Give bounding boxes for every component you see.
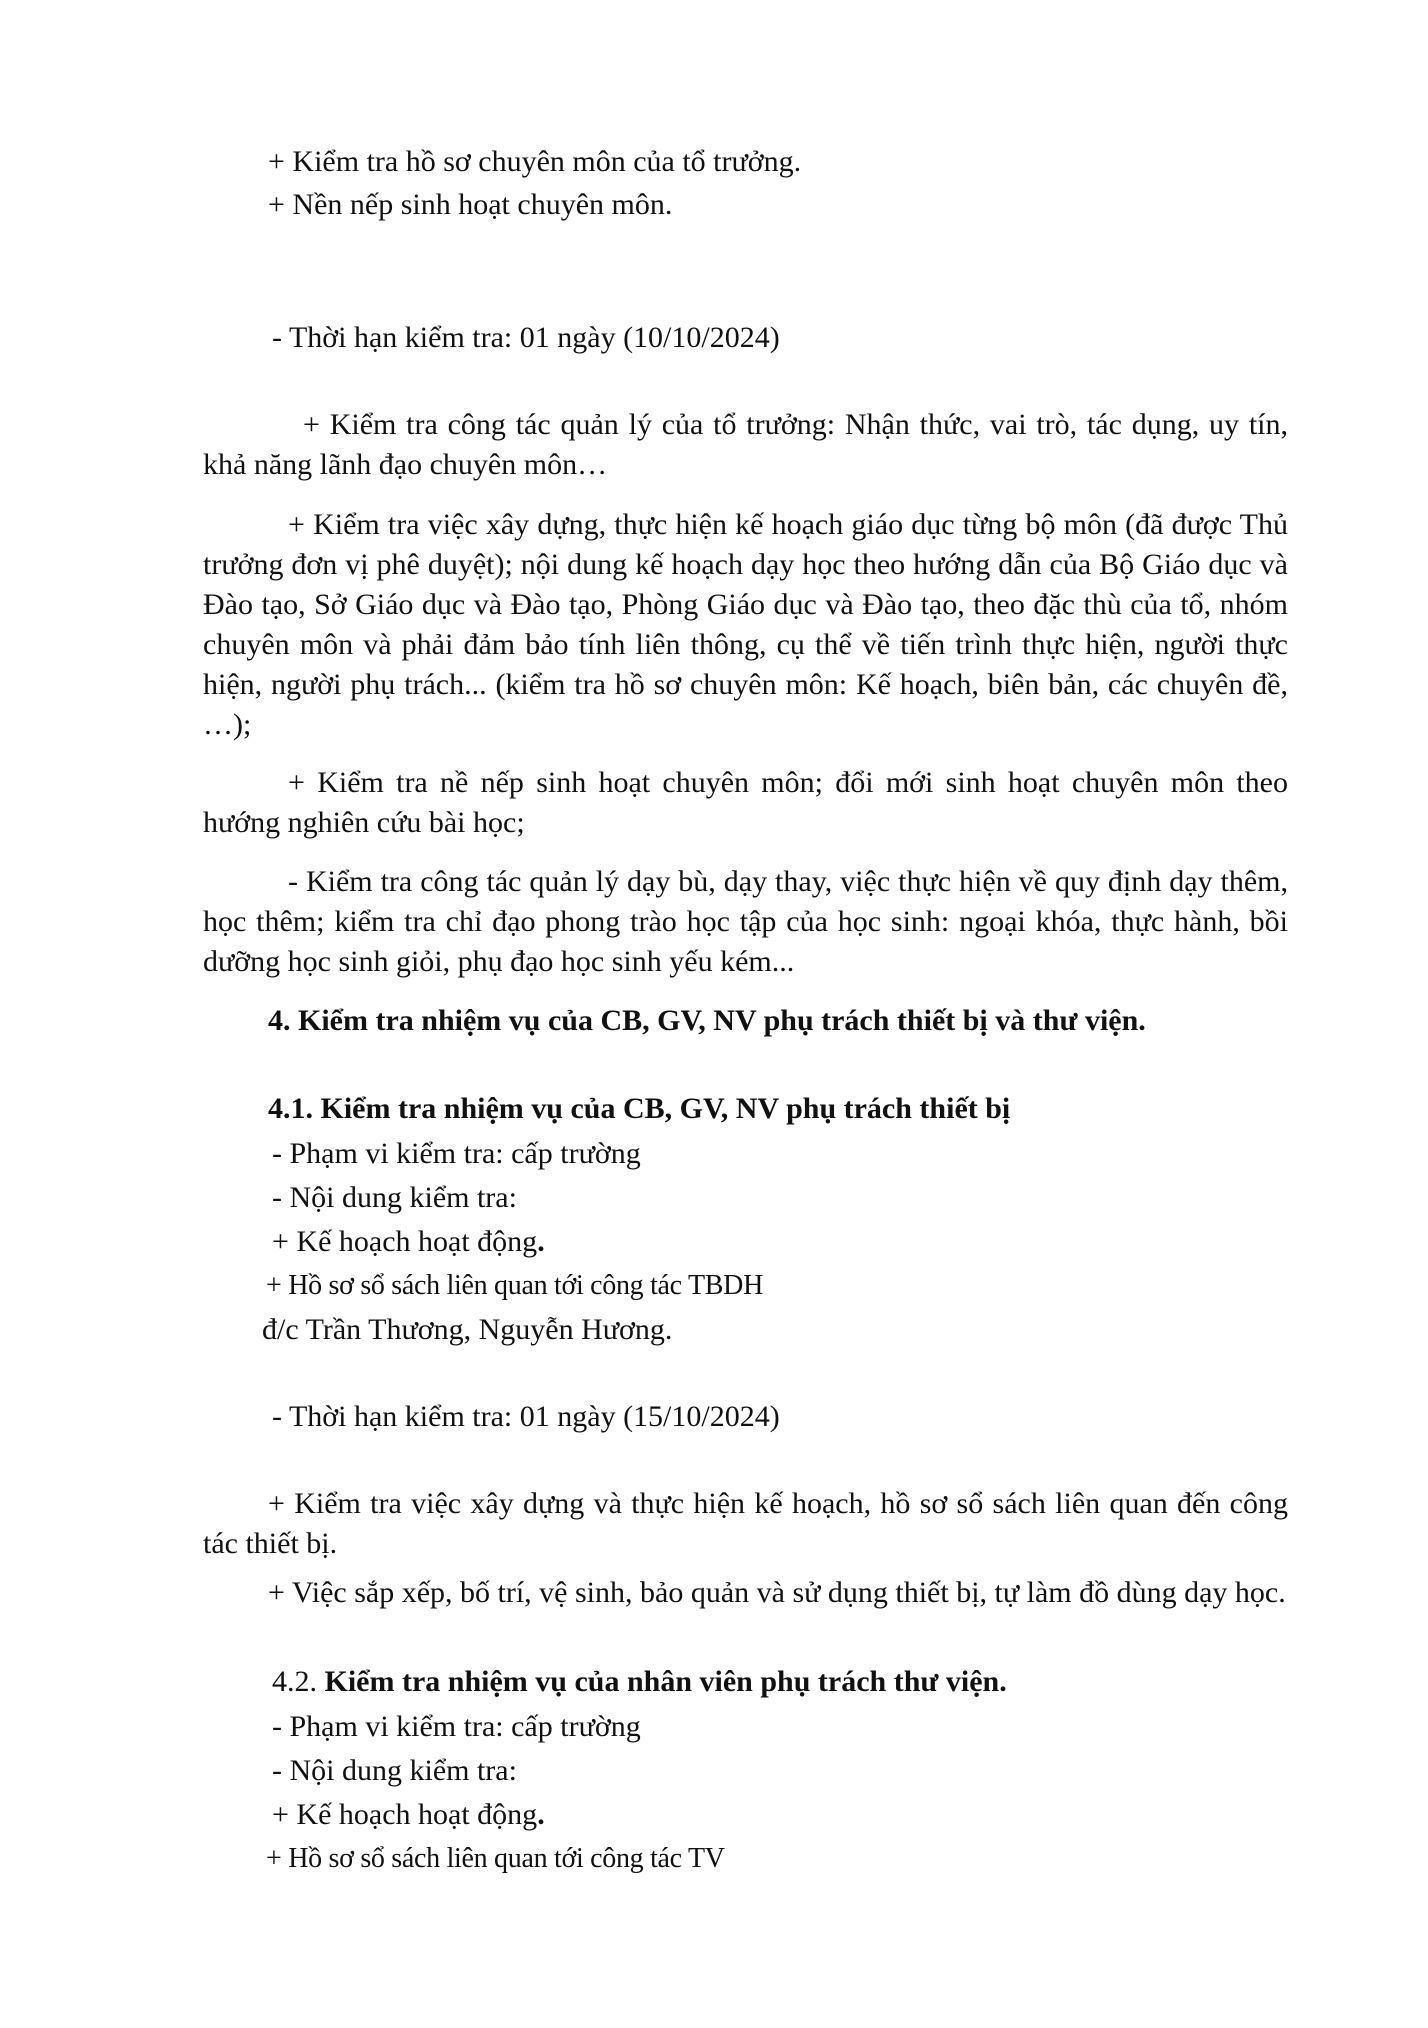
text-line-content-2: - Nội dung kiểm tra: bbox=[272, 1754, 517, 1787]
paragraph-routine: + Kiểm tra nề nếp sinh hoạt chuyên môn; đổi mới sinh hoạt chuyên môn theo hướng nghiên cứu bài học; bbox=[203, 766, 1288, 839]
section-heading-4-2: 4.2. Kiểm tra nhiệm vụ của nhân viên phụ trách thư viện. bbox=[272, 1665, 1007, 1698]
paragraph-extra-teaching: - Kiểm tra công tác quản lý dạy bù, dạy thay, việc thực hiện về quy định dạy thêm, học thêm; kiểm tra chỉ đạo phong trào học tập của học sinh: ngoại khóa, thực hành, bồi dưỡng học sinh giỏi, phụ đạo học sinh yếu kém... bbox=[203, 865, 1288, 978]
text-line-equipment-records: + Hồ sơ sổ sách liên quan tới công tác TBDH bbox=[266, 1270, 764, 1301]
text-line-deadline-1: - Thời hạn kiểm tra: 01 ngày (10/10/2024) bbox=[272, 321, 780, 354]
paragraph-equipment-care: + Việc sắp xếp, bố trí, vệ sinh, bảo quản và sử dụng thiết bị, tự làm đồ dùng dạy học. bbox=[268, 1576, 1286, 1609]
text-line-deadline-2: - Thời hạn kiểm tra: 01 ngày (15/10/2024) bbox=[272, 1400, 780, 1433]
text-line-scope-2: - Phạm vi kiểm tra: cấp trường bbox=[272, 1710, 641, 1743]
text-line-activity-plan-1: + Kế hoạch hoạt động. bbox=[272, 1225, 545, 1258]
text-line-staff-names: đ/c Trần Thương, Nguyễn Hương. bbox=[262, 1313, 673, 1346]
paragraph-equipment-plan: + Kiểm tra việc xây dựng và thực hiện kế hoạch, hồ sơ sổ sách liên quan đến công tác thiết bị. bbox=[203, 1487, 1288, 1560]
text-line-check-records: + Kiểm tra hồ sơ chuyên môn của tổ trưởng. bbox=[268, 145, 802, 178]
paragraph-management: + Kiểm tra công tác quản lý của tổ trưởng: Nhận thức, vai trò, tác dụng, uy tín, khả năng lãnh đạo chuyên môn… bbox=[203, 408, 1288, 481]
text-line-activity-plan-2: + Kế hoạch hoạt động. bbox=[272, 1798, 545, 1831]
text-line-scope-1: - Phạm vi kiểm tra: cấp trường bbox=[272, 1137, 641, 1170]
text-line-routine: + Nền nếp sinh hoạt chuyên môn. bbox=[268, 188, 673, 221]
text-line-library-records: + Hồ sơ sổ sách liên quan tới công tác TV bbox=[266, 1843, 725, 1874]
paragraph-education-plan: + Kiểm tra việc xây dựng, thực hiện kế hoạch giáo dục từng bộ môn (đã được Thủ trưởng đơn vị phê duyệt); nội dung kế hoạch dạy học theo hướng dẫn của Bộ Giáo dục và Đào tạo, Sở Giáo dục và Đào tạo, Phòng Giáo dục và Đào tạo, theo đặc thù của tổ, nhóm chuyên môn và phải đảm bảo tính liên thông, cụ thể về tiến trình thực hiện, người thực hiện, người phụ trách... (kiểm tra hồ sơ chuyên môn: Kế hoạch, biên bản, các chuyên đề, …); bbox=[203, 508, 1288, 741]
text-line-content-1: - Nội dung kiểm tra: bbox=[272, 1181, 517, 1214]
section-heading-4-1: 4.1. Kiểm tra nhiệm vụ của CB, GV, NV phụ trách thiết bị bbox=[268, 1092, 1011, 1125]
section-heading-4: 4. Kiểm tra nhiệm vụ của CB, GV, NV phụ trách thiết bị và thư viện. bbox=[268, 1004, 1146, 1037]
